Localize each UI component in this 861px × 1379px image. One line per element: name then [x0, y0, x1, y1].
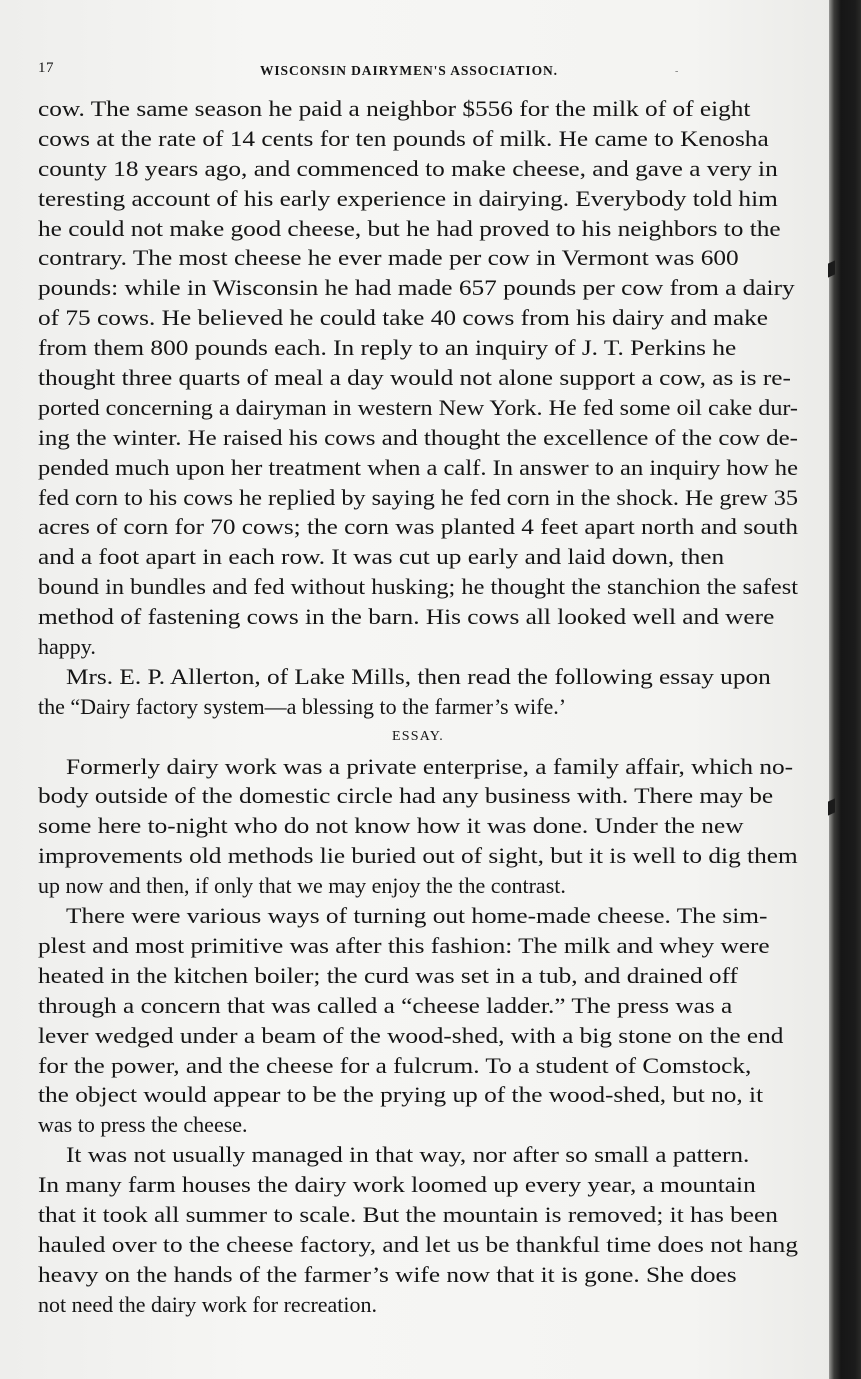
- text-line: [38, 632, 798, 662]
- text-line-content: up now and then, if only that we may enjoy the the contrast.: [38, 873, 566, 899]
- text-line: [38, 273, 798, 303]
- text-line-content: cow. The same season he paid a neighbor $556 for the milk of of eight: [38, 96, 751, 121]
- text-line: [38, 423, 798, 453]
- text-line-content: cows at the rate of 14 cents for ten pounds of milk. He came to Kenosha: [38, 125, 769, 151]
- text-line-content: happy.: [38, 634, 96, 660]
- text-line-content: plest and most primitive was after this fashion: The milk and whey were: [38, 932, 770, 958]
- text-line-content: body outside of the domestic circle had any business with. There may be: [38, 783, 774, 809]
- text-line-content: There were various ways of turning out home-made cheese. The sim-: [66, 903, 768, 929]
- page-number: 17: [38, 60, 54, 76]
- header-mark: -: [675, 66, 679, 77]
- text-line: [38, 303, 798, 333]
- text-line: [38, 1080, 798, 1110]
- text-line: [38, 602, 798, 632]
- text-line: [38, 1260, 798, 1290]
- text-line: [38, 662, 798, 692]
- text-line-content: county 18 years ago, and commenced to make cheese, and gave a very in: [38, 155, 778, 181]
- text-line: [38, 572, 798, 602]
- text-line: [38, 214, 798, 244]
- text-line-content: In many farm houses the dairy work loomed up every year, a mountain: [38, 1172, 756, 1198]
- text-line-content: acres of corn for 70 cows; the corn was planted 4 feet apart north and south: [38, 514, 798, 540]
- text-line-content: ing the winter. He raised his cows and thought the excellence of the cow de-: [38, 424, 798, 450]
- text-line: [38, 931, 798, 961]
- text-line-content: of 75 cows. He believed he could take 40 cows from his dairy and make: [38, 305, 768, 331]
- text-line: [38, 991, 798, 1021]
- text-line: [38, 453, 798, 483]
- text-line-content: the “Dairy factory system—a blessing to the farmer’s wife.’: [38, 693, 567, 719]
- text-line-content: he could not make good cheese, but he had proved to his neighbors to the: [38, 215, 781, 241]
- text-line-content: not need the dairy work for recreation.: [38, 1291, 378, 1317]
- text-line-content: ported concerning a dairyman in western New York. He fed some oil cake dur-: [38, 394, 798, 420]
- text-line-content: from them 800 pounds each. In reply to an inquiry of J. T. Perkins he: [38, 335, 737, 361]
- text-line: [38, 961, 798, 991]
- text-line-content: pended much upon her treatment when a calf. In answer to an inquiry how he: [38, 454, 798, 480]
- page-header: [38, 60, 798, 86]
- text-line-content: contrary. The most cheese he ever made per cow in Vermont was 600: [38, 245, 739, 271]
- report-paragraphs: [38, 94, 798, 722]
- text-line-content: lever wedged under a beam of the wood-shed, with a big stone on the end: [38, 1022, 784, 1048]
- text-line: [38, 512, 798, 542]
- text-line: [38, 184, 798, 214]
- text-line-content: for the power, and the cheese for a fulcrum. To a student of Comstock,: [38, 1052, 752, 1078]
- text-line: [38, 483, 798, 513]
- text-line: [38, 781, 798, 811]
- text-line: [38, 1110, 798, 1140]
- text-line-content: It was not usually managed in that way, nor after so small a pattern.: [66, 1142, 750, 1168]
- text-line-content: through a concern that was called a “cheese ladder.” The press was a: [38, 992, 733, 1018]
- text-line: [38, 363, 798, 393]
- text-line: [38, 1021, 798, 1051]
- text-line-content: bound in bundles and fed without husking; he thought the stanchion the safest: [38, 574, 799, 600]
- body-text: [38, 94, 798, 1320]
- text-line-content: that it took all summer to scale. But the mountain is removed; it has been: [38, 1201, 778, 1227]
- text-line-content: the object would appear to be the prying up of the wood-shed, but no, it: [38, 1082, 764, 1108]
- text-line: [38, 752, 798, 782]
- text-line: [38, 901, 798, 931]
- text-line-content: hauled over to the cheese factory, and let us be thankful time does not hang: [38, 1231, 798, 1257]
- text-line: [38, 1051, 798, 1081]
- text-line: [38, 94, 798, 124]
- text-line-content: improvements old methods lie buried out of sight, but it is well to dig them: [38, 843, 798, 869]
- text-line: [38, 1200, 798, 1230]
- text-line: [38, 1140, 798, 1170]
- text-line-content: some here to-night who do not know how it was done. Under the new: [38, 813, 744, 839]
- text-line: [38, 124, 798, 154]
- running-head: WISCONSIN DAIRYMEN'S ASSOCIATION.: [260, 63, 558, 78]
- text-line-content: fed corn to his cows he replied by saying he fed corn in the shock. He grew 35: [38, 484, 799, 510]
- text-line: [38, 1290, 798, 1320]
- text-line-content: and a foot apart in each row. It was cut up early and laid down, then: [38, 544, 725, 570]
- text-line: [38, 871, 798, 901]
- text-line: [38, 1230, 798, 1260]
- text-line-content: heated in the kitchen boiler; the curd was set in a tub, and drained off: [38, 962, 738, 988]
- text-line-content: pounds: while in Wisconsin he had made 657 pounds per cow from a dairy: [38, 275, 795, 301]
- text-line: [38, 333, 798, 363]
- text-line: [38, 393, 798, 423]
- text-line: [38, 692, 798, 722]
- text-line-content: Mrs. E. P. Allerton, of Lake Mills, then read the following essay upon: [66, 663, 771, 689]
- text-line: [38, 154, 798, 184]
- essay-heading: ESSAY.: [392, 728, 444, 744]
- text-line: [38, 1170, 798, 1200]
- text-line-content: was to press the cheese.: [38, 1112, 248, 1138]
- text-line-content: teresting account of his early experience in dairying. Everybody told him: [38, 185, 778, 211]
- text-line-content: method of fastening cows in the barn. His cows all looked well and were: [38, 604, 775, 630]
- text-line-content: heavy on the hands of the farmer’s wife now that it is gone. She does: [38, 1261, 737, 1287]
- text-line: [38, 811, 798, 841]
- text-line: [38, 243, 798, 273]
- text-line-content: thought three quarts of meal a day would not alone support a cow, as is re-: [38, 365, 791, 391]
- text-line-content: Formerly dairy work was a private enterprise, a family affair, which no-: [66, 753, 794, 779]
- text-line: [38, 841, 798, 871]
- text-line: [38, 542, 798, 572]
- essay-paragraphs: [38, 752, 798, 1320]
- book-spine-edge: [829, 0, 861, 1379]
